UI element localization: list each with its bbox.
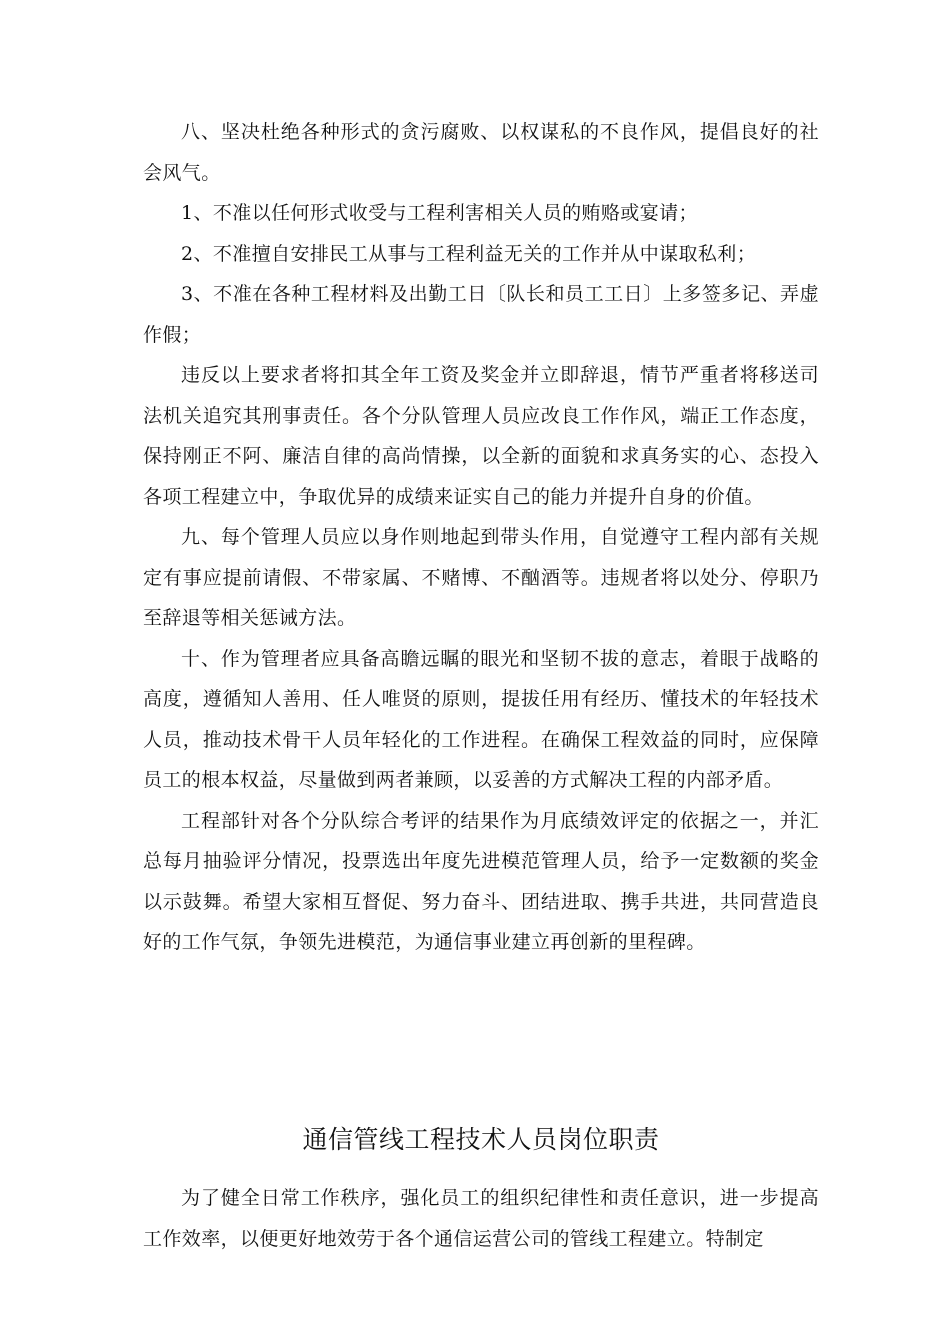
paragraph-rule-3: 3、不准在各种工程材料及出勤工日〔队长和员工工日〕上多签多记、弄虚作假；: [143, 283, 819, 346]
paragraph-item-10: 十、作为管理者应具备高瞻远瞩的眼光和坚韧不拔的意志，着眼于战略的高度，遵循知人善用、任人唯贤的原则，提拔任用有经历、懂技术的年轻技术人员，推动技术骨干人员年轻化的工作进程。在确保工程效益的同时，应保障员工的根本权益，尽量做到两者兼顾，以妥善的方式解决工程的内部矛盾。: [143, 647, 819, 791]
paragraph-violation-penalty: 违反以上要求者将扣其全年工资及奖金并立即辞退，情节严重者将移送司法机关追究其刑事责任。各个分队管理人员应改良工作作风，端正工作态度，保持刚正不阿、廉洁自律的高尚情操，以全新的面貌和求真务实的心、态投入各项工程建立中，争取优异的成绩来证实自己的能力并提升自身的价值。: [143, 364, 819, 508]
paragraph-rule-2: 2、不准擅自安排民工从事与工程利益无关的工作并从中谋取私利；: [181, 242, 757, 265]
paragraph-item-8: 八、坚决杜绝各种形式的贪污腐败、以权谋私的不良作风，提倡良好的社会风气。: [143, 121, 819, 184]
section-one-body: [143, 112, 819, 963]
section-two-body: [143, 1178, 819, 1259]
paragraph-evaluation: 工程部针对各个分队综合考评的结果作为月底绩效评定的依据之一，并汇总每月抽验评分情况，投票选出年度先进模范管理人员，给予一定数额的奖金以示鼓舞。希望大家相互督促、努力奋斗、团结进取、携手共进，共同营造良好的工作气氛，争领先进模范，为通信事业建立再创新的里程碑。: [143, 809, 819, 953]
paragraph-rule-1: 1、不准以任何形式收受与工程利害相关人员的贿赂或宴请；: [181, 202, 698, 224]
section-title: 通信管线工程技术人员岗位职责: [302, 1125, 660, 1154]
paragraph-intro: 为了健全日常工作秩序，强化员工的组织纪律性和责任意识，进一步提高工作效率，以便更好地效劳于各个通信运营公司的管线工程建立。特制定: [143, 1187, 819, 1250]
paragraph-item-9: 九、每个管理人员应以身作则地起到带头作用，自觉遵守工程内部有关规定有事应提前请假、不带家属、不赌博、不酗酒等。违规者将以处分、停职乃至辞退等相关惩诫方法。: [143, 526, 819, 629]
